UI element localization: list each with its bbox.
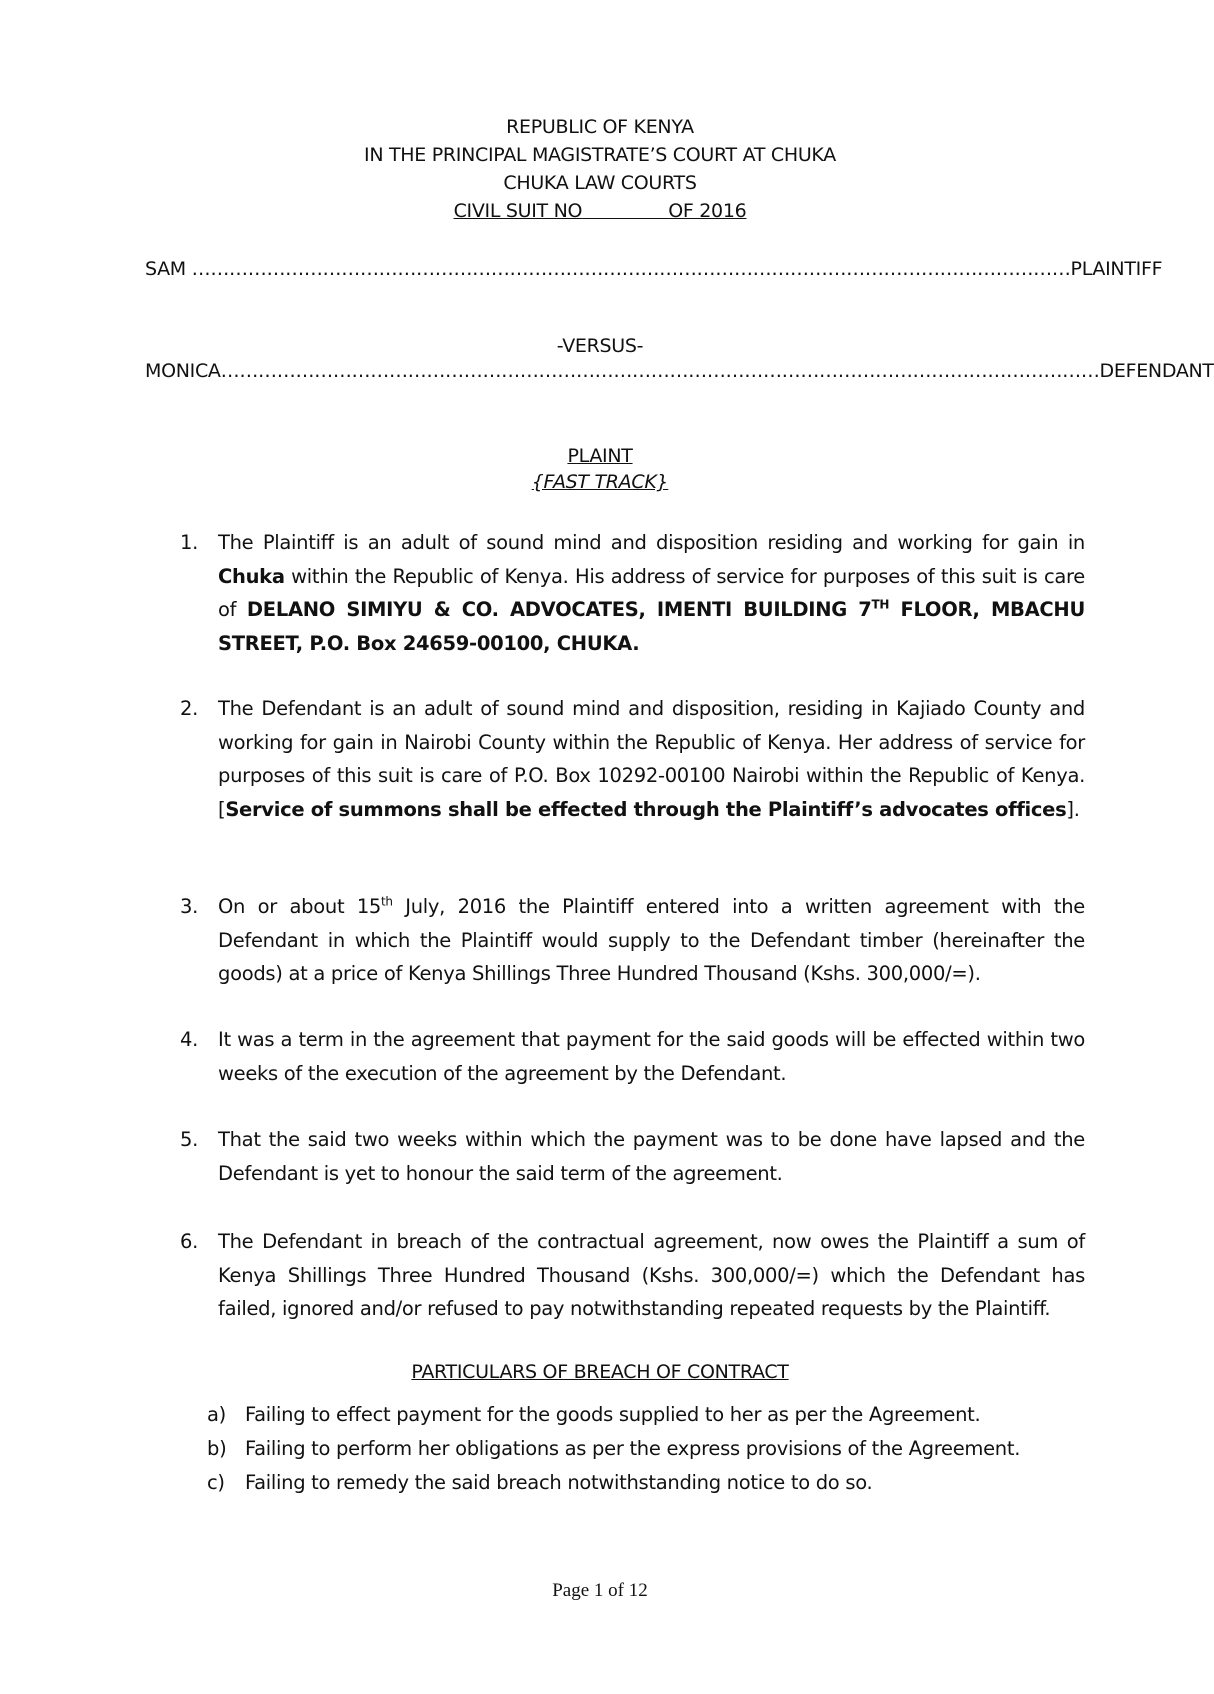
list-item <box>207 1466 1087 1500</box>
plaint-heading: PLAINT <box>567 445 633 467</box>
case-header <box>0 113 1200 225</box>
paragraph-number: 1. <box>180 531 199 554</box>
item-label: c) <box>207 1471 225 1494</box>
paragraph-number: 2. <box>180 697 199 720</box>
text-run: July, 2016 the Plaintiff entered into a written agreement with the Defendant in which the Plaintiff would supply to the Defendant timber (hereinafter the goods) at a price of Kenya Shillings Three Hundred Thousand (Kshs. 300,000/=). <box>218 895 1085 985</box>
paragraph-number: 6. <box>180 1230 199 1253</box>
versus-label: -VERSUS- <box>556 335 644 357</box>
bold-run: Service of summons shall be effected through the Plaintiff’s advocates offices <box>225 797 1067 821</box>
leader-dots: …………………………………………………………………………………………………………………………… <box>220 360 1100 382</box>
bold-run: DELANO SIMIYU & CO. ADVOCATES, IMENTI BUILDING 7 <box>246 598 872 621</box>
particulars-heading: PARTICULARS OF BREACH OF CONTRACT <box>411 1361 789 1383</box>
plaintiff-role: PLAINTIFF <box>1070 258 1163 280</box>
paragraph-text <box>218 890 1085 991</box>
paragraph-5 <box>180 1123 1085 1190</box>
superscript: TH <box>871 597 890 612</box>
superscript: th <box>381 894 393 909</box>
paragraph-3 <box>180 890 1085 991</box>
paragraph-text: The Defendant in breach of the contractual agreement, now owes the Plaintiff a sum of Kenya Shillings Three Hundred Thousand (Kshs. 300,000/=) which the Defendant has failed, ignored and/or refused to pay notwithstanding repeated requests by the Plaintiff. <box>218 1230 1085 1320</box>
text-run: The Plaintiff is an adult of sound mind and disposition residing and working for gain in <box>218 531 1085 554</box>
item-text: Failing to effect payment for the goods supplied to her as per the Agreement. <box>245 1403 981 1426</box>
paragraph-4 <box>180 1023 1085 1090</box>
bold-run: Chuka <box>218 564 285 588</box>
text-run: within the Republic of Kenya. His address of service for purposes of this suit is care of <box>218 564 1085 621</box>
republic-heading: REPUBLIC OF KENYA <box>506 116 694 138</box>
defendant-name: MONICA <box>145 360 221 382</box>
item-label: b) <box>207 1437 227 1460</box>
page-number: Page 1 of 12 <box>552 1580 648 1601</box>
paragraph-text: It was a term in the agreement that payment for the said goods will be effected within two weeks of the execution of the agreement by the Defendant. <box>218 1028 1085 1085</box>
plaintiff-name: SAM <box>145 258 186 280</box>
paragraph-number: 4. <box>180 1028 199 1051</box>
plaint-title <box>0 443 1200 495</box>
plaintiff-line <box>145 258 1163 280</box>
court-heading: IN THE PRINCIPAL MAGISTRATE’S COURT AT CHUKA <box>364 144 836 166</box>
paragraph-number: 5. <box>180 1128 199 1151</box>
text-run: The Defendant is an adult of sound mind and disposition, residing in Kajiado County and working for gain in Nairobi County within the Republic of Kenya. Her address of service for purposes of this suit is care of P.O. Box 10292-00100 Nairobi within the Republic of Kenya. [ <box>218 697 1085 821</box>
paragraph-text <box>218 526 1085 660</box>
particulars-list <box>207 1398 1087 1500</box>
item-text: Failing to perform her obligations as per the express provisions of the Agreement. <box>245 1437 1021 1460</box>
list-item <box>207 1398 1087 1432</box>
defendant-line <box>145 360 1214 382</box>
defendant-role: DEFENDANT <box>1099 360 1214 382</box>
paragraph-2 <box>180 692 1085 826</box>
fast-track-label: {FAST TRACK} <box>531 471 669 493</box>
text-run: On or about 15 <box>218 895 382 918</box>
paragraph-number: 3. <box>180 895 199 918</box>
text-run: ]. <box>1066 797 1080 821</box>
item-text: Failing to remedy the said breach notwithstanding notice to do so. <box>245 1471 873 1494</box>
paragraph-text <box>218 692 1085 826</box>
paragraph-1 <box>180 526 1085 660</box>
suit-prefix: CIVIL SUIT NO <box>453 200 583 222</box>
law-courts-heading: CHUKA LAW COURTS <box>503 172 697 194</box>
leader-dots: …………………………………………………………………………………………………………………………… <box>185 258 1071 280</box>
paragraph-6 <box>180 1225 1085 1326</box>
item-label: a) <box>207 1403 226 1426</box>
suit-suffix: OF 2016 <box>668 200 747 222</box>
civil-suit-number <box>0 197 1200 225</box>
list-item <box>207 1432 1087 1466</box>
paragraph-text: That the said two weeks within which the payment was to be done have lapsed and the Defendant is yet to honour the said term of the agreement. <box>218 1128 1085 1185</box>
bold-run: FLOOR, MBACHU STREET, P.O. Box 24659-00100, CHUKA. <box>218 598 1085 655</box>
